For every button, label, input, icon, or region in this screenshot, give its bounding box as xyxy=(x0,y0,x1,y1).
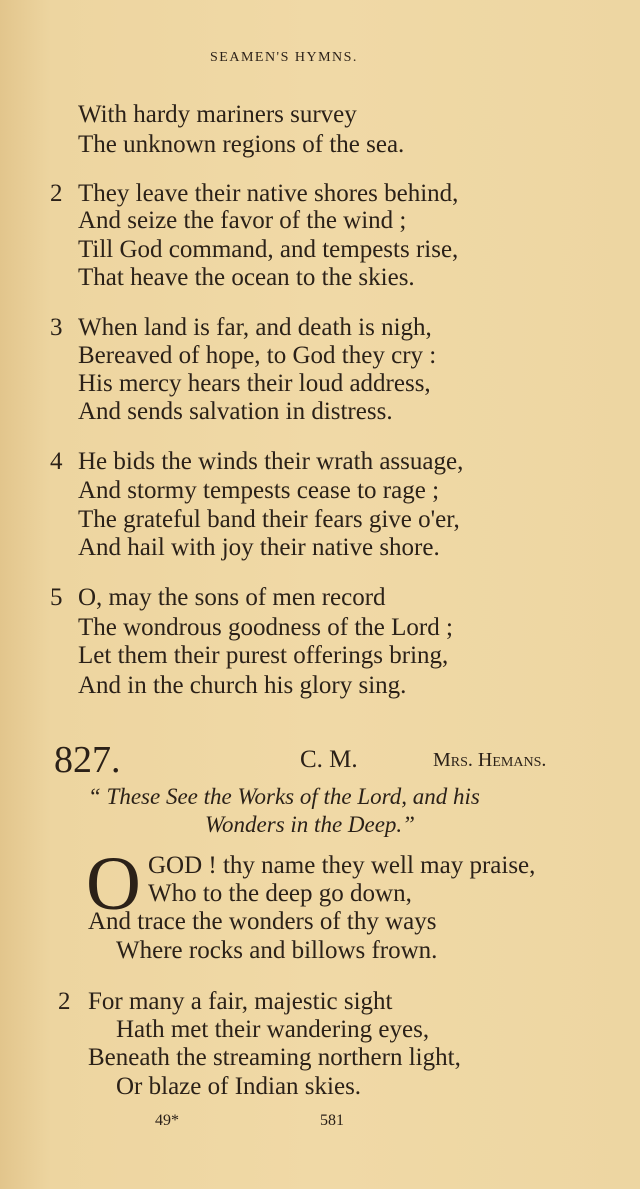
verse-line: Let them their purest offerings bring, xyxy=(78,642,449,669)
verse-line: Beneath the streaming northern light, xyxy=(88,1044,461,1071)
verse-line: His mercy hears their loud address, xyxy=(78,370,431,397)
verse-line: That heave the ocean to the skies. xyxy=(78,264,415,291)
verse-line: O, may the sons of men record xyxy=(78,584,386,611)
verse-line: They leave their native shores behind, xyxy=(78,180,459,207)
epigraph-line: Wonders in the Deep.” xyxy=(205,812,415,837)
verse-line: Or blaze of Indian skies. xyxy=(116,1073,362,1100)
page-number: 581 xyxy=(320,1112,344,1129)
stanza-number: 2 xyxy=(50,180,63,207)
verse-line: And sends salvation in distress. xyxy=(78,398,393,425)
verse-line: And trace the wonders of thy ways xyxy=(88,908,437,935)
signature-mark: 49* xyxy=(155,1112,179,1129)
verse-line: Who to the deep go down, xyxy=(148,880,412,907)
verse-line: With hardy mariners survey xyxy=(78,101,357,128)
verse-line: Where rocks and billows frown. xyxy=(116,937,438,964)
stanza-number: 5 xyxy=(50,584,63,611)
verse-line: GOD ! thy name they well may praise, xyxy=(148,852,536,879)
stanza-number: 2 xyxy=(58,988,71,1015)
hymn-meter: C. M. xyxy=(300,746,358,773)
verse-line: The wondrous goodness of the Lord ; xyxy=(78,614,453,641)
verse-line: For many a fair, majestic sight xyxy=(88,988,393,1015)
verse-line: He bids the winds their wrath assuage, xyxy=(78,448,464,475)
verse-line: The grateful band their fears give o'er, xyxy=(78,506,460,533)
verse-line: Hath met their wandering eyes, xyxy=(116,1016,430,1043)
verse-line: And stormy tempests cease to rage ; xyxy=(78,477,440,504)
verse-line: The unknown regions of the sea. xyxy=(78,131,405,158)
running-header: SEAMEN'S HYMNS. xyxy=(210,50,358,65)
stanza-number: 3 xyxy=(50,314,63,341)
verse-line: Bereaved of hope, to God they cry : xyxy=(78,342,437,369)
hymn-number: 827. xyxy=(54,739,121,781)
verse-line: Till God command, and tempests rise, xyxy=(78,236,459,263)
verse-line: When land is far, and death is nigh, xyxy=(78,314,432,341)
stanza-number: 4 xyxy=(50,448,63,475)
verse-line: And in the church his glory sing. xyxy=(78,672,407,699)
drop-cap: O xyxy=(86,842,141,926)
verse-line: And seize the favor of the wind ; xyxy=(78,207,407,234)
verse-line: And hail with joy their native shore. xyxy=(78,534,440,561)
hymn-author: Mrs. Hemans. xyxy=(433,749,547,771)
epigraph-line: “ These See the Works of the Lord, and his xyxy=(88,784,480,809)
